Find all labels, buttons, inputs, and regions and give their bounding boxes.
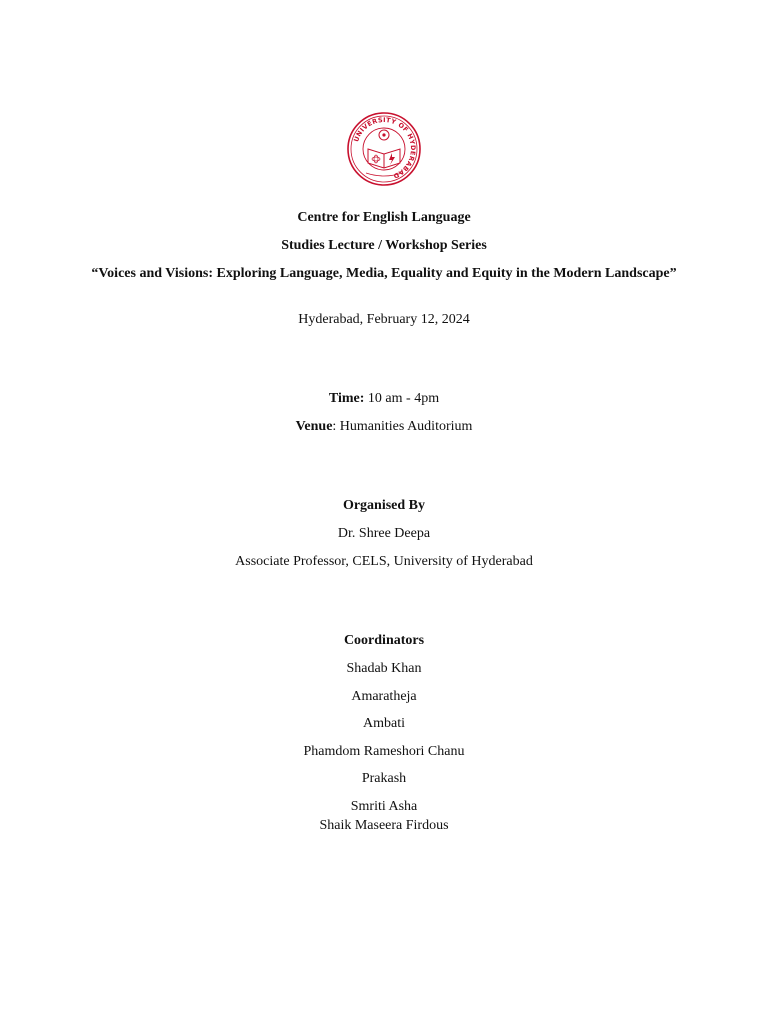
- seal-icon: [346, 111, 422, 187]
- organiser-name: Dr. Shree Deepa: [337, 526, 431, 541]
- coordinator-name: Shadab Khan: [346, 661, 422, 676]
- time-label: Time:: [328, 391, 365, 406]
- coordinator-name: Smriti Asha: [350, 799, 418, 814]
- coordinator-name: Amaratheja: [351, 689, 417, 704]
- coordinators-heading: Coordinators: [343, 633, 425, 648]
- coordinator-name: Phamdom Rameshori Chanu: [303, 744, 465, 759]
- event-title: “Voices and Visions: Exploring Language, Media, Equality and Equity in the Modern Landscape”: [91, 266, 677, 281]
- venue-label: Venue: [295, 419, 333, 434]
- coordinator-name: Prakash: [361, 771, 407, 786]
- centre-name: Centre for English Language: [297, 210, 471, 225]
- place-date: Hyderabad, February 12, 2024: [298, 312, 470, 327]
- university-logo: [346, 111, 422, 187]
- venue-line: [0, 418, 768, 435]
- coordinator-name: Shaik Maseera Firdous: [319, 818, 449, 833]
- organiser-heading: Organised By: [342, 498, 426, 513]
- venue-value: : Humanities Auditorium: [332, 419, 473, 434]
- organiser-designation: Associate Professor, CELS, University of Hyderabad: [235, 554, 533, 569]
- series-name: Studies Lecture / Workshop Series: [281, 238, 487, 253]
- seal-ring-text: UNIVERSITY OF HYDERABAD: [352, 115, 418, 181]
- time-value: 10 am - 4pm: [364, 391, 440, 406]
- time-line: [0, 390, 768, 407]
- coordinator-name: Ambati: [363, 716, 405, 731]
